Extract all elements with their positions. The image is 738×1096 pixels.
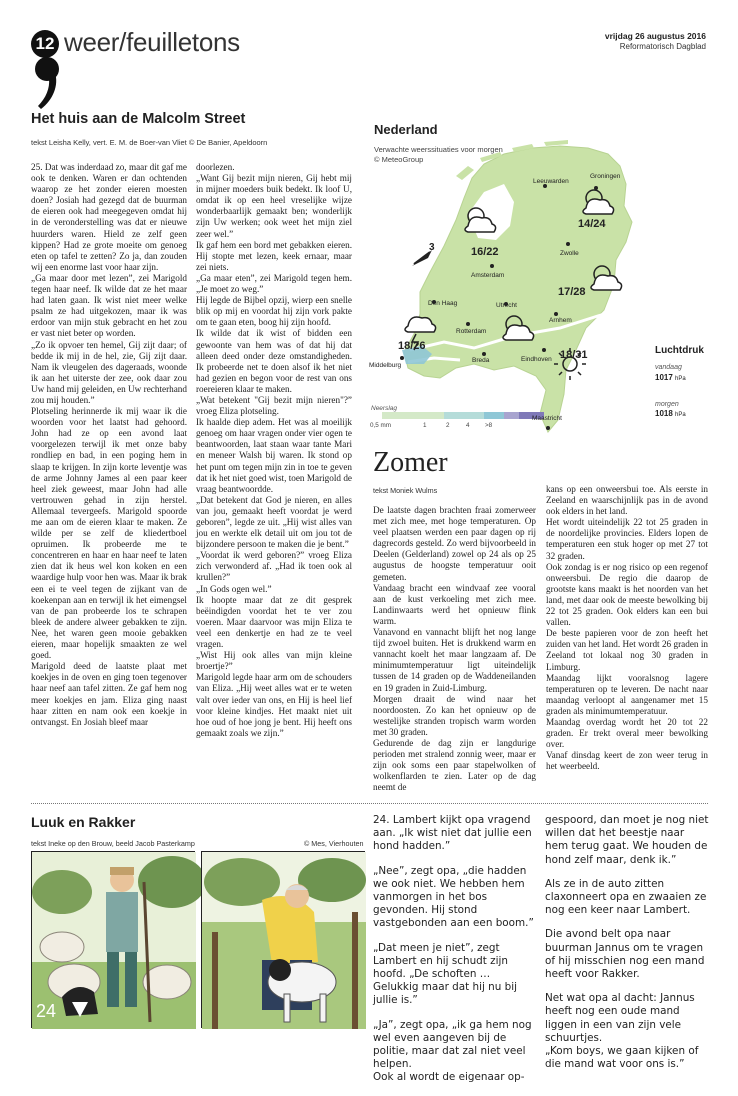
story-paragraph: Marigold legde haar arm om de schouders van Eliza. „Hij weet alles wat er te weten valt over ieder van ons, en Hij is heel lief voor kleine kindjes. Het maakt niet uit hoe oud of hoe jong je bent. Hij heeft ons gemaakt zoals we zijn.”: [196, 672, 352, 738]
comic-title: Luuk en Rakker: [31, 814, 136, 830]
weather-paragraph: Maandag overdag wordt het 20 tot 22 graden. Er trekt overal meer bewolking over.: [546, 716, 708, 750]
comic-paragraph: „Ja”, zegt opa, „ik ga hem nog wel even aangeven bij de politie, maar dat zal niet veel helpen.: [373, 1018, 532, 1071]
weather-article-column-1: [373, 505, 536, 793]
weather-paragraph: Het wordt uiteindelijk 22 tot 25 graden in de noordelijke provincies. Elders lopen de temperaturen een stuk hoger op met 27 tot 32 graden.: [546, 517, 708, 561]
pressure-today: [655, 373, 686, 382]
weather-subtitle: [374, 145, 504, 164]
story-paragraph: „Ga maar door met lezen”, zei Marigold tegen haar neef. Ik wilde dat ze het maar had laten gaan. Ik wist niet meer welke psalm ze had uitgekozen, maar ik was erdoor van mijn stuk gebracht en het zou er vast niet beter op worden.: [31, 272, 187, 339]
city-dot: [542, 348, 546, 352]
city-label: Groningen: [590, 173, 621, 180]
story-paragraph: „Ga maar eten”, zei Marigold tegen hem. „Je moet zo weg.”: [196, 272, 352, 295]
city-label: Zwolle: [560, 250, 579, 257]
city-label: Maastricht: [532, 415, 562, 422]
pressure-tomorrow: [655, 409, 686, 418]
comic-illustration-farmer: [32, 852, 196, 1029]
story-paragraph: 25. Dat was inderdaad zo, maar dit gaf me ook te denken. Waren er dan ochtenden waarop ze het zonder eieren moesten doen? Josiah had gezegd dat de buurman de eieren ook had meegegeven omdat hij in de veronderstelling was dat er nieuwe huurders waren. Hield ze zelf geen kippen? Had ze grote moeite om genoeg eten op tafel te zetten? Zo ja, dan zouden wij een enorme last voor haar zijn.: [31, 162, 187, 272]
story-paragraph: Hij legde de Bijbel opzij, wierp een snelle blik op mij en voordat hij zijn vork pakte om te gaan eten, boog hij zijn hoofd.: [196, 295, 352, 328]
pressure-today-label: vandaag: [655, 364, 682, 371]
weather-paragraph: De laatste dagen brachten fraai zomerweer met zich mee, met hoge temperaturen. Op veel plaatsen werden een paar dagen op rij dagrecords gesteld. Zo werd bijvoorbeeld in Deelen (Gelderland) zowel op 24 als op 25 augustus de hoogste temperatuur ooit gemeten.: [373, 505, 536, 582]
weather-paragraph: Morgen draait de wind naar het noordoosten. Zo kan het opnieuw op de westelijke stranden tropisch warm worden met 30 graden.: [373, 693, 536, 737]
wind-force: 3: [429, 242, 435, 253]
header-paper-name: Reformatorisch Dagblad: [619, 42, 706, 51]
weather-paragraph: Vanavond en vannacht blijft het nog lange tijd zwoel buiten. Het is drukkend warm en vannacht koelt het maar langzaam af. De minimumtemperatuur ligt uiteindelijk tussen de 14 graden op de Waddeneilanden en 19 graden in Zuid-Limburg.: [373, 627, 536, 693]
city-dot: [482, 352, 486, 356]
city-label: Arnhem: [549, 317, 572, 324]
comic-paragraph: „Dat meen je niet”, zegt Lambert en hij schudt zijn hoofd. „De schoften … Gelukkig maar dat hij nu bij jullie is.”: [373, 941, 518, 1007]
story-paragraph: Plotseling herinnerde ik mij waar ik die woorden voor het laatst had gehoord. John had ze op een avond laat voorgelezen terwijl ik met onze baby rondliep en bad, in een poging hem in slaap te krijgen. In zijn korte leventje was de arme Johnny James al een paar keer heel ziek geweest, maar John had alle vertrouwen gehad in zijn herstel. Allemaal tevergeefs. Marigold spoorde me aan om de eieren klaar te maken. Ze wilde per se zelf de kliedertboel opruimen. Ik probeerde me te concentreren en haar en haar neef te laten zien dat ik heus wel kon koken en een waardige hulp voor hen was. Maar ik brak een ei te veel tegen de zijkant van de koekenpan aan en terwijl ik het eimengsel van de pan probeerde los te schrapen bleek de andere alweer gebakken te zijn. Nee, het waren geen mooie gebakken eieren, maar hopelijk smaakten ze wel goed.: [31, 406, 187, 661]
story-title: Het huis aan de Malcolm Street: [31, 111, 246, 127]
comic-copyright: © Mes, Vierhouten: [304, 839, 364, 848]
city-dot: [400, 356, 404, 360]
weather-source: © MeteoGroup: [374, 154, 424, 164]
weather-map-panel: [364, 114, 709, 448]
comic-paragraph: Die avond belt opa naar buurman Jannus om te vragen of hij misschien nog een mand heeft voor Rakker.: [545, 928, 705, 981]
story-paragraph: Ik wilde dat ik wist of bidden een gewoonte van hem was of dat hij dat alleen deed onder deze omstandigheden. Ik probeerde net te doen alsof ik het niet had gezien en begon voor de rest van ons roereieren klaar te maken.: [196, 328, 352, 394]
legend-tick: >8: [485, 422, 493, 429]
weather-paragraph: kans op een onweersbui toe. Als eerste in Zeeland en waarschijnlijk pas in de avond ook elders in het land.: [546, 484, 708, 517]
weather-paragraph: Vanaf dinsdag keert de zon weer terug in het weerbeeld.: [546, 750, 708, 772]
legend-tick: 4: [466, 422, 470, 429]
pressure-tomorrow-value: 1018: [655, 409, 673, 418]
comic-panel-number: 24: [36, 1001, 57, 1021]
section-title: weer/feuilletons: [64, 27, 240, 57]
region-temperature: 14/24: [578, 218, 606, 230]
comma-logo-icon: [31, 55, 61, 110]
legend-swatch: [444, 412, 484, 419]
pressure-today-value: 1017: [655, 373, 673, 382]
story-paragraph: „In Gods ogen wel.”: [196, 583, 272, 594]
comic-text-column-1: [373, 814, 538, 1096]
story-column-2: [196, 162, 352, 738]
pressure-unit: hPa: [675, 376, 686, 382]
weather-article-credit: tekst Moniek Wulms: [373, 486, 438, 495]
city-label: Utrecht: [496, 302, 517, 309]
precipitation-label: Neerslag: [371, 405, 398, 412]
story-paragraph: „Wat betekent "Gij bezit mijn nieren"?” vroeg Eliza plotseling.: [196, 394, 352, 417]
weather-article-title: Zomer: [373, 447, 448, 478]
comic-paragraph: „Kom boys, we gaan kijken of die mand wat voor ons is.”: [545, 1045, 699, 1071]
comic-paragraph: 24. Lambert kijkt opa vragend aan. „Ik wist niet dat jullie een hond hadden.”: [373, 814, 532, 853]
comic-panel-2: [201, 851, 365, 1028]
pressure-title: Luchtdruk: [655, 345, 704, 356]
comic-paragraph: Als ze in de auto zitten claxonneert opa en zwaaien ze nog een keer naar Lambert.: [545, 877, 707, 917]
region-temperature: 18/31: [560, 349, 588, 361]
weather-article-column-2: [546, 484, 708, 784]
legend-tick: 0,5 mm: [370, 422, 391, 429]
story-paragraph: „Zo ik opvoer ten hemel, Gij zijt daar; of bedde ik mij in de hel, zie, Gij zijt daar. Nam ik vleugelen des dageraads, woonde ik aan het uiterste der zee, ook daar zou Uw hand mij geleiden, en Uw rechterhand zou mij houden.”: [31, 339, 187, 405]
story-paragraph: doorlezen.: [196, 162, 235, 172]
page-number: 12: [31, 30, 59, 58]
map-island: [544, 140, 568, 146]
legend-swatch: [382, 412, 444, 419]
comic-paragraph: gespoord, dan moet je nog niet willen dat het beestje naar hem terug gaat. We houden de hond zelf maar, denk ik.”: [545, 814, 709, 866]
weather-paragraph: Gedurende de dag zijn er langdurige perioden met stralend zonnig weer, maar er zijn ook soms een paar stapelwolken of wolkenflarden te zien. Later op de dag neemt de: [373, 737, 536, 793]
city-dot: [490, 264, 494, 268]
story-paragraph: Ik hoopte maar dat ze dit gesprek beëindigden voordat het te ver zou voeren. Maar daarvoor was mijn Eliza te veel een denkertje en had ze te veel vragen.: [196, 594, 352, 650]
region-temperature: 16/22: [471, 246, 499, 258]
netherlands-map: [364, 114, 709, 448]
comic-credit: tekst Ineke op den Brouw, beeld Jacob Pasterkamp: [31, 839, 195, 848]
city-label: Leeuwarden: [533, 178, 569, 185]
map-island: [456, 166, 474, 180]
header-date: vrijdag 26 augustus 2016: [604, 31, 706, 41]
city-label: Breda: [472, 357, 490, 364]
pressure-unit: hPa: [675, 412, 686, 418]
legend-swatch: [484, 412, 504, 419]
city-dot: [546, 426, 550, 430]
legend-swatch: [504, 412, 519, 419]
city-label: Eindhoven: [521, 356, 552, 363]
story-paragraph: „Dat betekent dat God je nieren, en alles van jou, gemaakt heeft voordat je werd geboren”, legde ze uit. „Hij wist alles van jou en werkte elk detail uit om jou tot de bijzondere persoon te maken die je bent.”: [196, 494, 352, 550]
story-paragraph: Ik gaf hem een bord met gebakken eieren. Hij stopte met lezen, keek ernaar, maar zei niets.: [196, 239, 352, 272]
comic-text-column-2: [545, 814, 709, 1082]
city-dot: [554, 312, 558, 316]
comic-paragraph: Ook al wordt de eigenaar op-: [373, 1071, 525, 1084]
city-label: Amsterdam: [471, 272, 505, 279]
region-temperature: 17/28: [558, 286, 586, 298]
weather-subtitle-text: Verwachte weerssituaties voor morgen: [374, 145, 503, 154]
city-dot: [466, 322, 470, 326]
comic-paragraph: „Nee”, zegt opa, „die hadden we ook niet. We hebben hem vanmorgen in het bos gevonden. Hij stond vastgebonden aan een boom.”: [373, 864, 534, 930]
story-paragraph: Ik haalde diep adem. Het was al moeilijk genoeg om haar vragen onder vier ogen te beantwoorden, laat staan waar tante Mari en meneer Walsh bij waren. Ik stond op het punt om tegen mijn zin in toe te geven dat ik het niet goed wist, toen Marigold de vraag beantwoordde.: [196, 417, 352, 494]
story-credit: tekst Leisha Kelly, vert. E. M. de Boer-van Vliet © De Banier, Apeldoorn: [31, 138, 268, 147]
story-paragraph: „Wist Hij ook alles van mijn kleine broertje?”: [196, 650, 352, 672]
city-label: Rotterdam: [456, 328, 487, 335]
city-label: Den Haag: [428, 300, 458, 307]
legend-tick: 2: [446, 422, 450, 429]
story-paragraph: „Voordat ik werd geboren?” vroeg Eliza zich verwonderd af. „Had ik toen ook al krullen?”: [196, 550, 352, 583]
story-paragraph: „Want Gij bezit mijn nieren, Gij hebt mij in mijner moeders buik bedekt. Ik loof U, omdat ik op een heel vreselijke wijze wonderbaarlijk gemaakt ben; wonderlijk zijn Uw werken; ook weet het mijn ziel zeer wel.”: [196, 173, 352, 239]
region-temperature: 18/26: [398, 340, 426, 352]
comic-paragraph: Net wat opa al dacht: Jannus heeft nog een oude mand liggen in een van zijn vele schuurtjes.: [545, 992, 695, 1044]
city-dot: [566, 242, 570, 246]
weather-paragraph: Vandaag bracht een windvaaf zee vooral aan de kust verkoeling met zich mee. Landinwaarts werd het opnieuw flink warm.: [373, 582, 536, 626]
comic-illustration-grandpa-dog: [202, 852, 366, 1029]
section-divider: [31, 803, 708, 804]
weather-paragraph: Maandag lijkt vooralsnog lagere temperaturen op te leveren. De nacht naar maandag verloopt al aangenamer met 15 graden als minimumtemperatuur.: [546, 672, 708, 716]
weather-paragraph: Ook zondag is er nog risico op een regenof onweersbui. De regio die daarop de grootste kans maakt is het noorden van het land, met daar ook de meeste bewolking bij 22 tot 25 graden. Ook elders kan een bui vallen.: [546, 561, 708, 628]
city-label: Middelburg: [369, 362, 402, 369]
story-paragraph: Marigold deed de laatste plaat met koekjes in de oven en ging toen tegenover haar neef aan tafel zitten. Ze gaf hem nog meer koekjes en jam. Eliza ging naast haar zitten en nam ook een koekje in ontvangst. En Josiah bleef maar: [31, 661, 187, 727]
pressure-tomorrow-label: morgen: [655, 401, 679, 408]
legend-tick: 1: [423, 422, 427, 429]
story-column-1: [31, 162, 187, 727]
weather-paragraph: De beste papieren voor de zon heeft het zuiden van het land. Het wordt 26 graden in Zeeland tot lokaal nog 30 graden in Limburg.: [546, 628, 708, 672]
weather-title: Nederland: [374, 122, 438, 137]
